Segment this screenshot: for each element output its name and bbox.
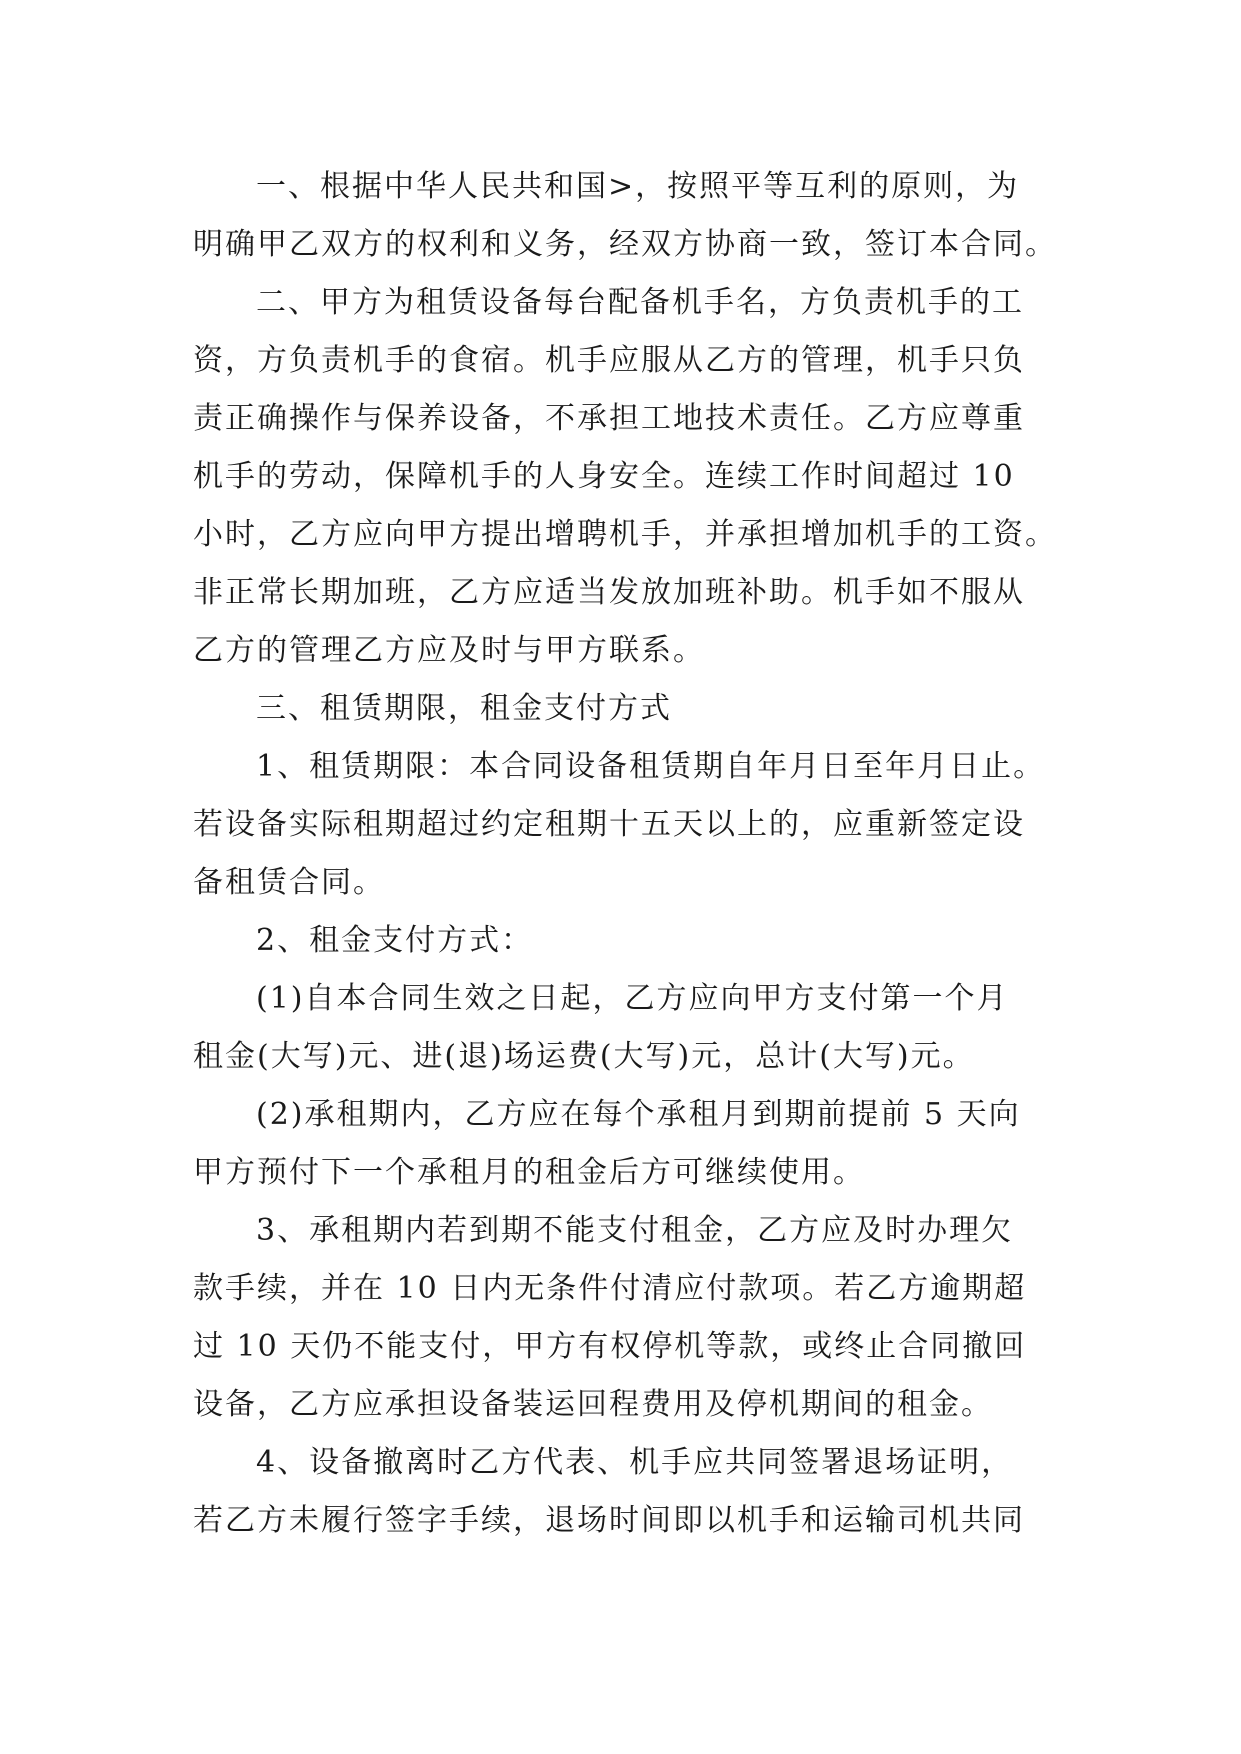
- text-line: 1、租赁期限：本合同设备租赁期自年月日至年月日止。: [256, 749, 1046, 784]
- text-line: 设备，乙方应承担设备装运回程费用及停机期间的租金。: [193, 1387, 993, 1422]
- text-line: 机手的劳动，保障机手的人身安全。连续工作时间超过 10: [193, 459, 1015, 494]
- text-line: 资，方负责机手的食宿。机手应服从乙方的管理，机手只负: [193, 343, 1025, 378]
- text-line: 二、甲方为租赁设备每台配备机手名，方负责机手的工: [256, 285, 1024, 320]
- text-line: 责正确操作与保养设备，不承担工地技术责任。乙方应尊重: [193, 401, 1025, 436]
- section-heading: 三、租赁期限，租金支付方式: [256, 691, 672, 726]
- text-line: (2)承租期内，乙方应在每个承租月到期前提前 5 天向: [256, 1097, 1021, 1132]
- text-line: 非正常长期加班，乙方应适当发放加班补助。机手如不服从: [193, 575, 1025, 610]
- text-line: 租金(大写)元、进(退)场运费(大写)元，总计(大写)元。: [193, 1039, 975, 1074]
- text-line: 甲方预付下一个承租月的租金后方可继续使用。: [193, 1155, 865, 1190]
- text-line: 若乙方未履行签字手续，退场时间即以机手和运输司机共同: [193, 1503, 1025, 1538]
- text-line: 2、租金支付方式：: [256, 923, 534, 958]
- text-line: 小时，乙方应向甲方提出增聘机手，并承担增加机手的工资。: [193, 517, 1057, 552]
- text-line: 过 10 天仍不能支付，甲方有权停机等款，或终止合同撤回: [193, 1329, 1027, 1364]
- text-line: 乙方的管理乙方应及时与甲方联系。: [193, 633, 705, 668]
- text-line: 3、承租期内若到期不能支付租金，乙方应及时办理欠: [256, 1213, 1014, 1248]
- text-line: 若设备实际租期超过约定租期十五天以上的，应重新签定设: [193, 807, 1025, 842]
- text-line: 4、设备撤离时乙方代表、机手应共同签署退场证明，: [256, 1445, 1014, 1480]
- text-line: 备租赁合同。: [193, 865, 385, 900]
- text-line: (1)自本合同生效之日起，乙方应向甲方支付第一个月: [256, 981, 1009, 1016]
- text-line: 明确甲乙双方的权利和义务，经双方协商一致，签订本合同。: [193, 227, 1057, 262]
- text-line: 一、根据中华人民共和国>，按照平等互利的原则，为: [256, 169, 1020, 204]
- text-line: 款手续，并在 10 日内无条件付清应付款项。若乙方逾期超: [193, 1271, 1027, 1306]
